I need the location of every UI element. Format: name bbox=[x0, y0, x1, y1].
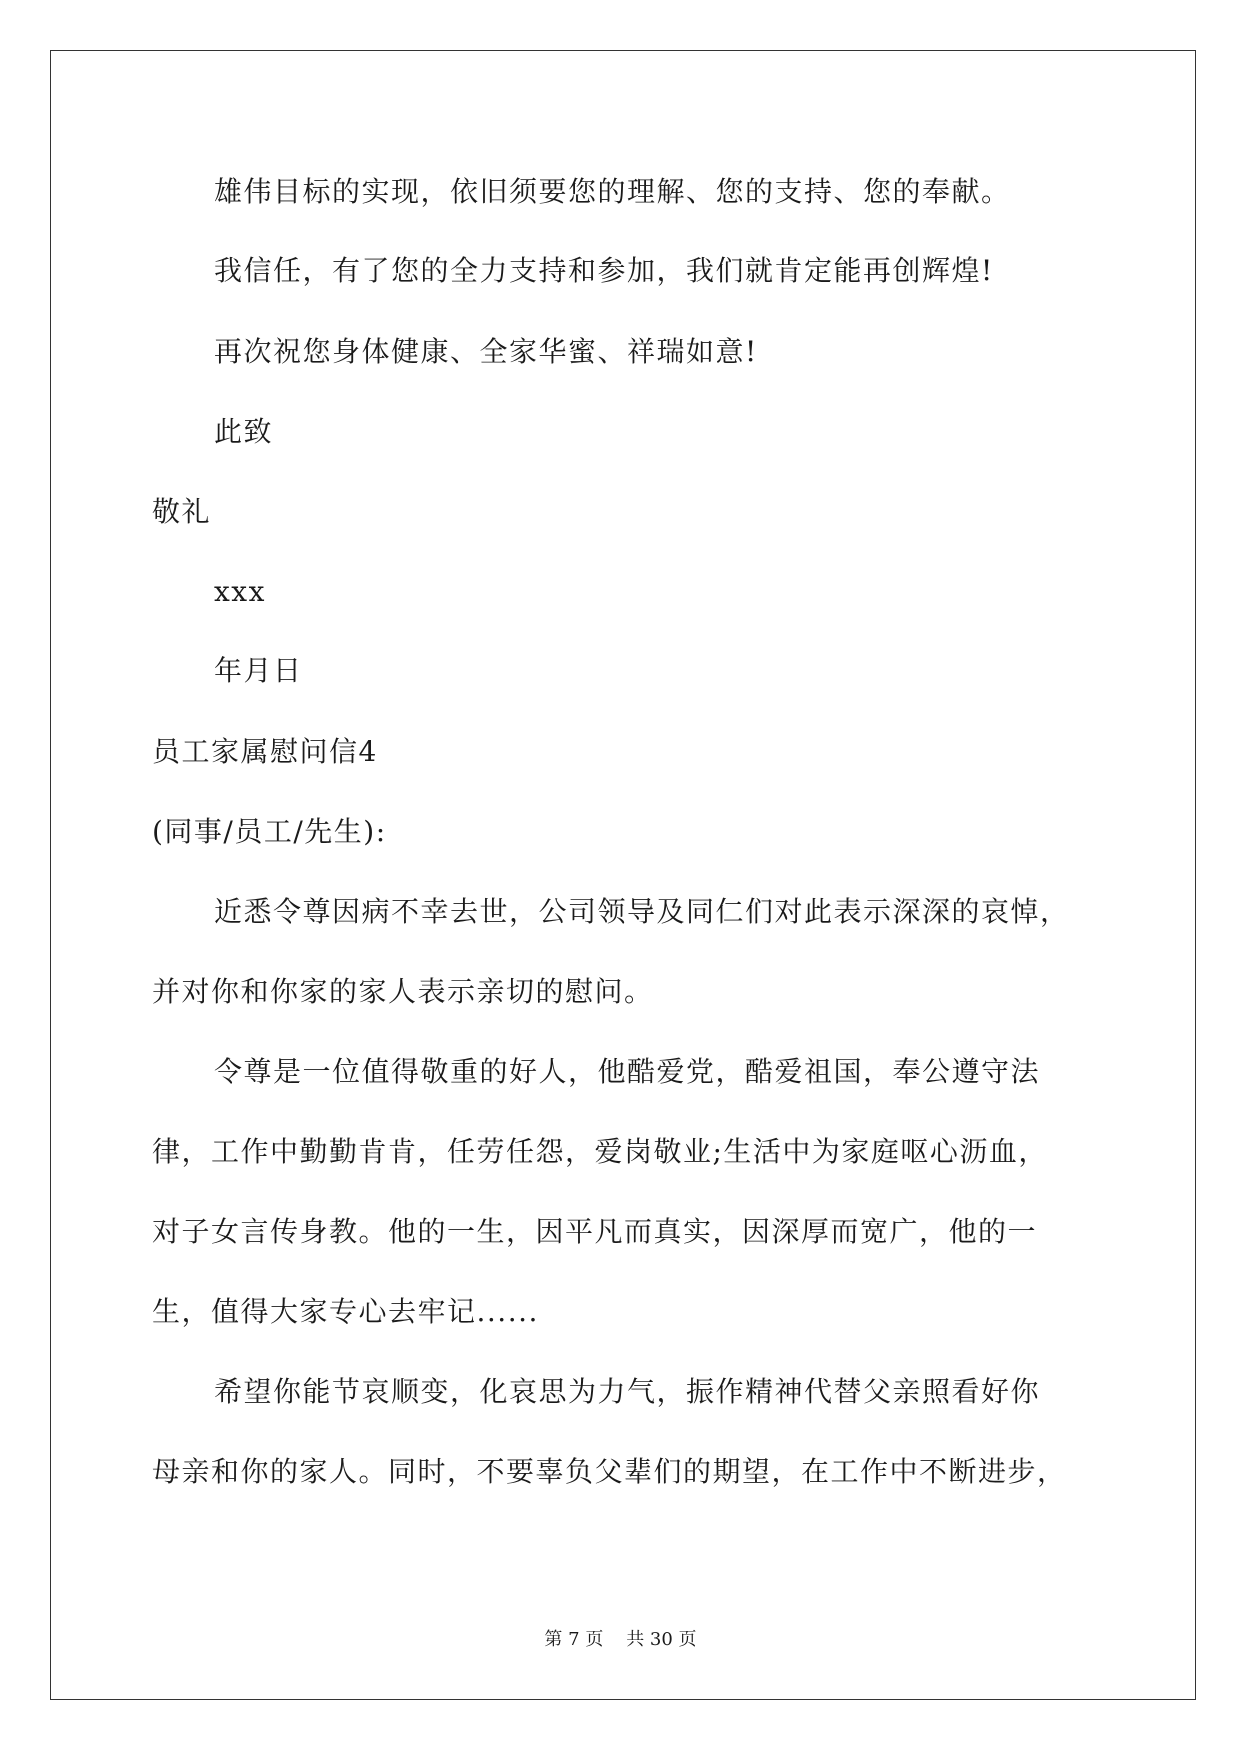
body-line-9: 生，值得大家专心去牢记...... bbox=[152, 1295, 539, 1328]
body-line-11: 母亲和你的家人。同时，不要辜负父辈们的期望，在工作中不断进步， bbox=[152, 1455, 1067, 1488]
date-line: 年月日 bbox=[214, 654, 303, 687]
body-line-3: 再次祝您身体健康、全家华蜜、祥瑞如意! bbox=[214, 335, 758, 368]
body-line-8: 对子女言传身教。他的一生，因平凡而真实，因深厚而宽广，他的一 bbox=[152, 1215, 1038, 1248]
body-line-6: 令尊是一位值得敬重的好人，他酷爱党，酷爱祖国，奉公遵守法 bbox=[214, 1055, 1041, 1088]
body-line-7: 律，工作中勤勤肯肯，任劳任怨，爱岗敬业;生活中为家庭呕心沥血， bbox=[152, 1135, 1048, 1168]
page-footer: 第 7 页 共 30 页 bbox=[544, 1629, 697, 1650]
body-line-4: 近悉令尊因病不幸去世，公司领导及同仁们对此表示深深的哀悼， bbox=[214, 895, 1070, 928]
closing-salutation: 此致 bbox=[214, 415, 274, 448]
closing-regards: 敬礼 bbox=[152, 495, 212, 528]
section-title: 员工家属慰问信4 bbox=[152, 735, 378, 768]
page-border bbox=[50, 50, 1196, 1700]
signature: xxx bbox=[214, 575, 266, 608]
body-line-1: 雄伟目标的实现，依旧须要您的理解、您的支持、您的奉献。 bbox=[214, 175, 1011, 208]
body-line-10: 希望你能节哀顺变，化哀思为力气，振作精神代替父亲照看好你 bbox=[214, 1375, 1041, 1408]
letter-greeting: (同事/员工/先生): bbox=[152, 815, 387, 848]
body-line-2: 我信任，有了您的全力支持和参加，我们就肯定能再创辉煌! bbox=[214, 254, 994, 287]
body-line-5: 并对你和你家的家人表示亲切的慰问。 bbox=[152, 975, 654, 1008]
